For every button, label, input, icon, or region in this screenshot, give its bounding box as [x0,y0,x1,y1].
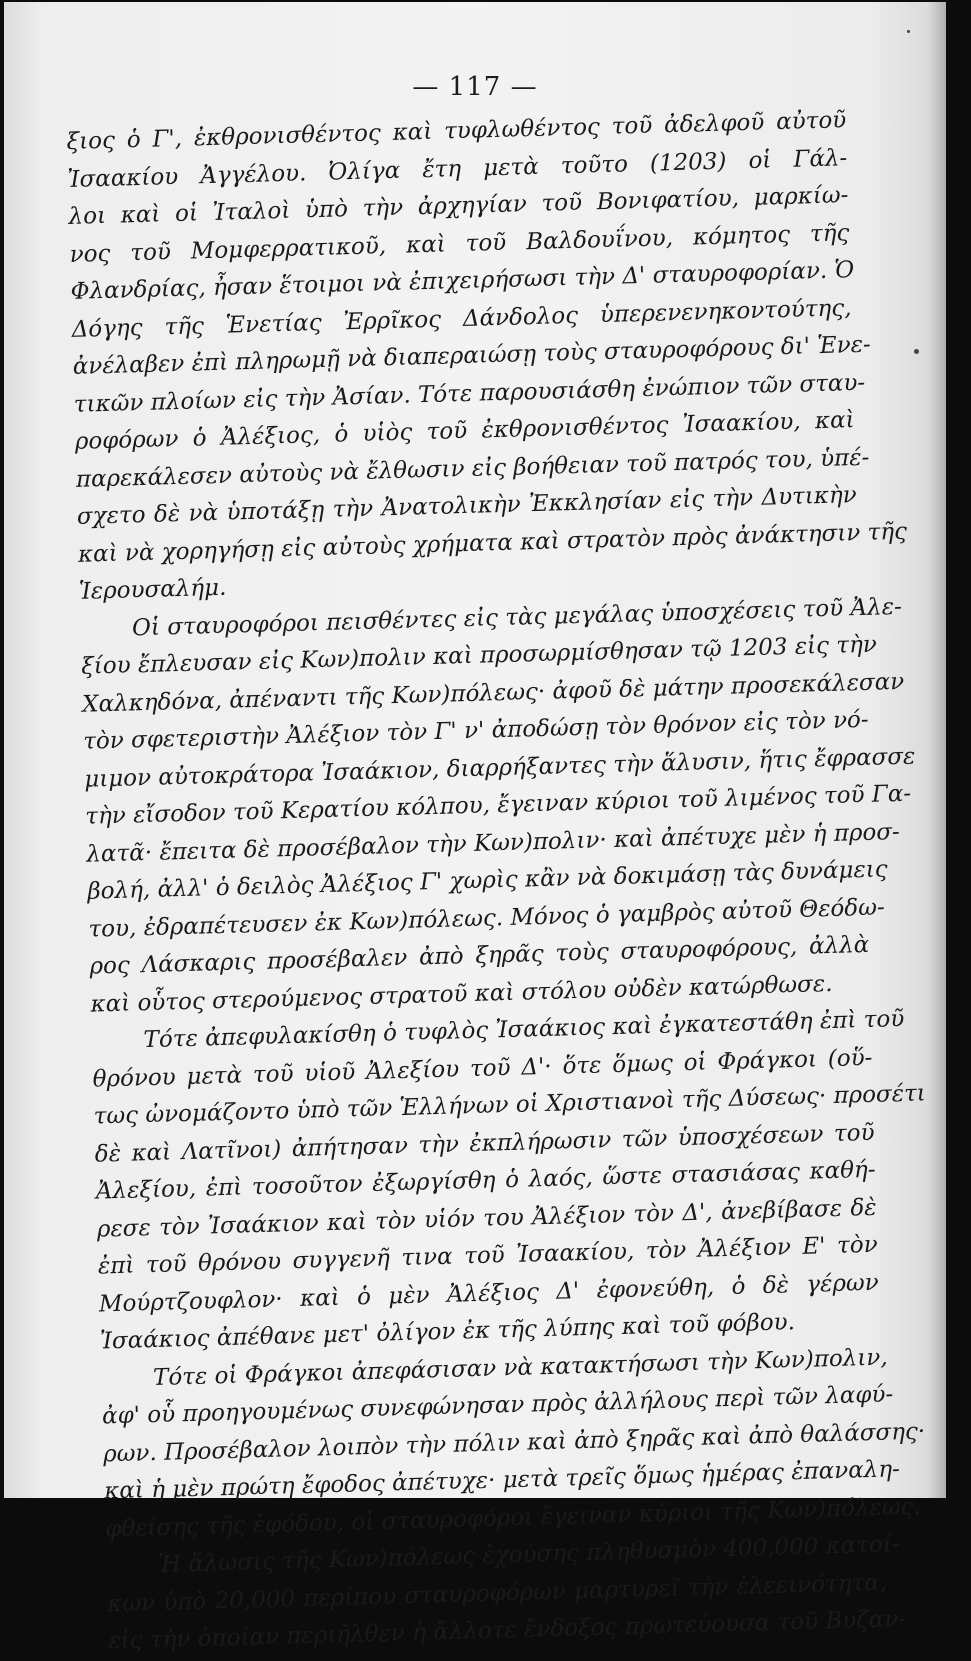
text-line: μιμον αὐτοκράτορα Ἰσαάκιον, διαρρήξαντες τὴν ἅλυσιν, ἥτις ἔφρασσε [83,743,916,793]
text-line-paragraph-start: Τότε ἀπεφυλακίσθη ὁ τυφλὸς Ἰσαάκιος καὶ ἐγκατεστάθη ἐπὶ τοῦ [143,1005,905,1054]
text-line: τὴν εἴσοδον τοῦ Κερατίου κόλπου, ἔγειναν κύριοι τοῦ λιμένος τοῦ Γα- [84,780,912,830]
text-line: εἰς τὴν ὁποίαν περιῆλθεν ἡ ἄλλοτε ἔνδοξος πρωτεύουσα τοῦ Βυζαν- [108,1606,907,1655]
text-line: λατᾶ· ἔπειτα δὲ προσέβαλον τὴν Κων)πολιν· καὶ ἀπέτυχε μὲν ἡ προσ- [86,818,901,868]
text-line: τὸν σφετεριστὴν Ἀλέξιον τὸν Γ' ν' ἀποδώσῃ τὸν θρόνον εἰς τὸν νό- [82,706,869,755]
text-line: ρος Λάσκαρις προσέβαλεν ἀπὸ ξηρᾶς τοὺς σταυροφόρους, ἀλλὰ [89,931,870,980]
text-line: Ἰσαακίου Ἀγγέλου. Ὀλίγα ἔτη μετὰ τοῦτο (1203) οἱ Γάλ- [67,144,848,193]
text-line: ἐπὶ τοῦ θρόνου συγγενῆ τινα τοῦ Ἰσαακίου, τὸν Ἀλέξιον Ε' τὸν [97,1231,878,1280]
text-line: λοι καὶ οἱ Ἰταλοὶ ὑπὸ τὴν ἀρχηγίαν τοῦ Βονιφατίου, μαρκίω- [68,182,849,230]
text-line: φθείσης τῆς ἐφόδου, οἱ σταυροφόροι ἔγειναν κύριοι τῆς Κων)πόλεως. [104,1493,922,1542]
text-line: του, ἐδραπέτευσεν ἐκ Κων)πόλεως. Μόνος ὁ γαμβρὸς αὐτοῦ Θεόδω- [88,893,886,943]
text-line: Μούρτζουφλον· καὶ ὁ μὲν Ἀλέξιος Δ' ἐφονεύθη, ὁ δὲ γέρων [98,1269,880,1318]
text-line: ἀφ' οὗ προηγουμένως συνεφώνησαν πρὸς ἀλλήλους περὶ τῶν λαφύ- [101,1381,894,1430]
text-line: Ἀλεξίου, ἐπὶ τοσοῦτον ἐξωργίσθη ὁ λαός, ὥστε στασιάσας καθή- [95,1156,876,1205]
dust-speck [914,349,919,354]
page-text-body [66,102,927,1661]
text-line: παρεκάλεσεν αὐτοὺς νὰ ἔλθωσιν εἰς βοήθειαν τοῦ πατρός του, ὑπέ- [75,444,870,493]
text-line: νος τοῦ Μομφερρατικοῦ, καὶ τοῦ Βαλδουΐνου, κόμητος τῆς [69,219,850,268]
text-line: ξίου ἔπλευσαν εἰς Κων)πολιν καὶ προσωρμίσθησαν τῷ 1203 εἰς τὴν [80,631,878,680]
text-line: Χαλκηδόνα, ἀπέναντι τῆς Κων)πόλεως· ἀφοῦ δὲ μάτην προσεκάλεσαν [81,668,905,718]
text-line: ἀνέλαβεν ἐπὶ πληρωμῇ νὰ διαπεραιώσῃ τοὺς σταυροφόρους δι' Ἑνε- [72,331,872,380]
text-line-paragraph-start: Οἱ σταυροφόροι πεισθέντες εἰς τὰς μεγάλας ὑποσχέσεις τοῦ Ἀλε- [131,593,903,641]
text-line-paragraph-start: Ἡ ἅλωσις τῆς Κων)πόλεως ἐχούσης πληθυσμὸν 400,000 κατοί- [157,1531,900,1578]
text-line: Ἰσαάκιος ἀπέθανε μετ' ὀλίγον ἐκ τῆς λύπης καὶ τοῦ φόβου. [99,1309,796,1355]
text-line: καὶ οὗτος στερούμενος στρατοῦ καὶ στόλου οὐδὲν κατώρθωσε. [90,970,833,1018]
text-line: ρεσε τὸν Ἰσαάκιον καὶ τὸν υἱόν του Ἀλέξιον τὸν Δ', ἀνεβίβασε δὲ [96,1194,877,1243]
text-line: κων ὑπὸ 20,000 περίπου σταυροφόρων μαρτυρεῖ τὴν ἐλεεινότητα, [106,1569,888,1617]
text-line: βολή, ἀλλ' ὁ δειλὸς Ἀλέξιος Γ' χωρὶς κἂν νὰ δοκιμάσῃ τὰς δυνάμεις [87,856,888,905]
text-line: ροφόρων ὁ Ἀλέξιος, ὁ υἱὸς τοῦ ἐκθρονισθέντος Ἰσαακίου, καὶ [74,407,855,455]
text-line: τως ὠνομάζοντο ὑπὸ τῶν Ἑλλήνων οἱ Χριστιανοὶ τῆς Δύσεως· προσέτι [93,1080,927,1130]
book-page [4,2,946,1655]
text-line: ξιος ὁ Γ', ἐκθρονισθέντος καὶ τυφλωθέντος τοῦ ἀδελφοῦ αὐτοῦ [66,107,847,155]
text-line: ρων. Προσέβαλον λοιπὸν τὴν πόλιν καὶ ἀπὸ ξηρᾶς καὶ ἀπὸ θαλάσσης· [102,1418,926,1467]
text-line: Ἱερουσαλήμ. [78,574,227,605]
text-line: σχετο δὲ νὰ ὑποτάξῃ τὴν Ἀνατολικὴν Ἐκκλησίαν εἰς τὴν Δυτικὴν [76,482,858,530]
text-line: θρόνου μετὰ τοῦ υἱοῦ Ἀλεξίου τοῦ Δ'· ὅτε ὅμως οἱ Φράγκοι (οὕ- [92,1044,873,1093]
text-line: δὲ καὶ Λατῖνοι) ἀπήτησαν τὴν ἐκπλήρωσιν τῶν ὑποσχέσεων τοῦ [94,1119,875,1168]
text-line: Δόγης τῆς Ἑνετίας Ἐρρῖκος Δάνδολος ὑπερενενηκοντούτης, [71,294,852,343]
page-edge-shadow [928,2,946,1498]
dust-speck [907,30,910,33]
text-line: τικῶν πλοίων εἰς τὴν Ἀσίαν. Τότε παρουσιάσθη ἐνώπιον τῶν σταυ- [73,369,866,418]
text-line: Φλανδρίας, ἦσαν ἕτοιμοι νὰ ἐπιχειρήσωσι τὴν Δ' σταυροφορίαν. Ὁ [70,257,855,305]
text-line-paragraph-start: Τότε οἱ Φράγκοι ἀπεφάσισαν νὰ κατακτήσωσι τὴν Κων)πολιν, [152,1344,888,1391]
text-line: καὶ ἡ μὲν πρώτη ἔφοδος ἀπέτυχε· μετὰ τρεῖς ὅμως ἡμέρας ἐπαναλη- [103,1456,901,1505]
text-line: καὶ νὰ χορηγήσῃ εἰς αὐτοὺς χρήματα καὶ στρατὸν πρὸς ἀνάκτησιν τῆς [77,518,908,568]
page-number: — 117 — [412,72,538,102]
